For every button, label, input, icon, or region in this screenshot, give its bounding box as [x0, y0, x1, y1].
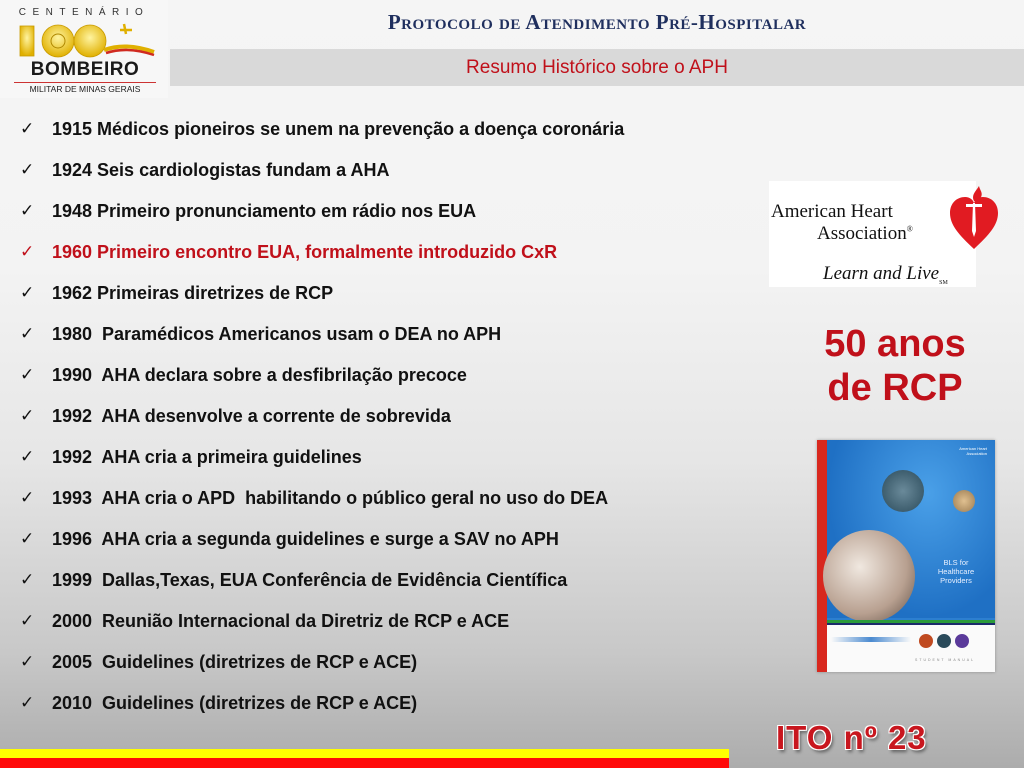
- timeline-item-text: 1990 AHA declara sobre a desfibrilação precoce: [52, 365, 467, 385]
- timeline-item: [20, 652, 624, 693]
- check-icon: ✓: [20, 529, 35, 548]
- logo-centenario-text: CENTENÁRIO: [18, 7, 150, 18]
- timeline-item: [20, 365, 624, 406]
- anniversary-line1: 50 anos: [824, 323, 966, 365]
- check-icon: ✓: [20, 570, 35, 589]
- american-heart-association-logo: [769, 181, 976, 287]
- footer-stripe-red: [0, 758, 729, 768]
- timeline-item: [20, 611, 624, 652]
- footer-stripe-yellow: [0, 749, 729, 758]
- aha-logo-tagline: Learn and Live$_{SM}$: [823, 263, 948, 286]
- logo-100-emblem-icon: [16, 22, 156, 58]
- timeline-item-text: 1960 Primeiro encontro EUA, formalmente introduzido CxR: [52, 242, 558, 262]
- timeline-item-text: 1992 AHA cria a primeira guidelines: [52, 447, 362, 467]
- timeline-list: [20, 119, 624, 734]
- document-number-label: ITO nº 23: [776, 719, 927, 756]
- check-icon: ✓: [20, 488, 35, 507]
- timeline-item-text: 1992 AHA desenvolve a corrente de sobrevida: [52, 406, 451, 426]
- logo-bombeiro-text: BOMBEIRO: [30, 59, 140, 80]
- timeline-item: [20, 160, 624, 201]
- check-icon: ✓: [20, 611, 35, 630]
- timeline-item-text: 1962 Primeiras diretrizes de RCP: [52, 283, 334, 303]
- check-icon: ✓: [20, 365, 35, 384]
- check-icon: ✓: [20, 201, 35, 220]
- timeline-item: [20, 119, 624, 160]
- subtitle-band: [170, 49, 1024, 86]
- logo-militar-text: MILITAR DE MINAS GERAIS: [14, 82, 156, 94]
- check-icon: ✓: [20, 119, 35, 138]
- page-title: Protocolo de Atendimento Pré-Hospitalar: [387, 10, 807, 34]
- timeline-item: [20, 488, 624, 529]
- aha-logo-line2: Association®: [817, 223, 913, 244]
- aha-logo-line1: American Heart: [771, 201, 893, 222]
- heart-torch-icon: [949, 185, 999, 251]
- photo-circle: [882, 470, 924, 512]
- check-icon: ✓: [20, 447, 35, 466]
- check-icon: ✓: [20, 693, 35, 712]
- check-icon: ✓: [20, 406, 35, 425]
- timeline-item-text: 2005 Guidelines (diretrizes de RCP e ACE): [52, 652, 418, 672]
- timeline-item: [20, 406, 624, 447]
- timeline-item-text: 2010 Guidelines (diretrizes de RCP e ACE): [52, 693, 418, 713]
- timeline-item-text: 1996 AHA cria a segunda guidelines e surge a SAV no APH: [52, 529, 559, 549]
- timeline-item-text: 1980 Paramédicos Americanos usam o DEA no APH: [52, 324, 502, 344]
- timeline-item-highlighted: [20, 242, 624, 283]
- manual-title: BLS for Healthcare Providers: [937, 558, 975, 585]
- timeline-item: [20, 529, 624, 570]
- check-icon: ✓: [20, 283, 35, 302]
- timeline-item: [20, 283, 624, 324]
- check-icon: ✓: [20, 324, 35, 343]
- check-icon: ✓: [20, 652, 35, 671]
- anniversary-line2: de RCP: [827, 367, 963, 409]
- timeline-item: [20, 693, 624, 734]
- centenario-bombeiro-logo: [0, 0, 168, 98]
- timeline-item: [20, 201, 624, 242]
- photo-circle: [823, 530, 915, 622]
- page-subtitle: Resumo Histórico sobre o APH: [466, 57, 728, 78]
- check-icon: ✓: [20, 242, 35, 261]
- anniversary-callout: [800, 322, 990, 410]
- check-icon: ✓: [20, 160, 35, 179]
- bls-manual-cover-image: [817, 440, 995, 672]
- timeline-item-text: 2000 Reunião Internacional da Diretriz de RCP e ACE: [52, 611, 510, 631]
- photo-circle: [953, 490, 975, 512]
- timeline-item-text: 1999 Dallas,Texas, EUA Conferência de Evidência Científica: [52, 570, 568, 590]
- timeline-item-text: 1915 Médicos pioneiros se unem na prevenção a doença coronária: [52, 119, 625, 139]
- timeline-item: [20, 324, 624, 365]
- timeline-item: [20, 447, 624, 488]
- timeline-item-text: 1924 Seis cardiologistas fundam a AHA: [52, 160, 390, 180]
- timeline-item-text: 1993 AHA cria o APD habilitando o público geral no uso do DEA: [52, 488, 609, 508]
- timeline-item-text: 1948 Primeiro pronunciamento em rádio nos EUA: [52, 201, 477, 221]
- timeline-item: [20, 570, 624, 611]
- manual-footer: STUDENT MANUAL: [915, 658, 976, 662]
- manual-publisher: American Heart Association: [959, 446, 987, 456]
